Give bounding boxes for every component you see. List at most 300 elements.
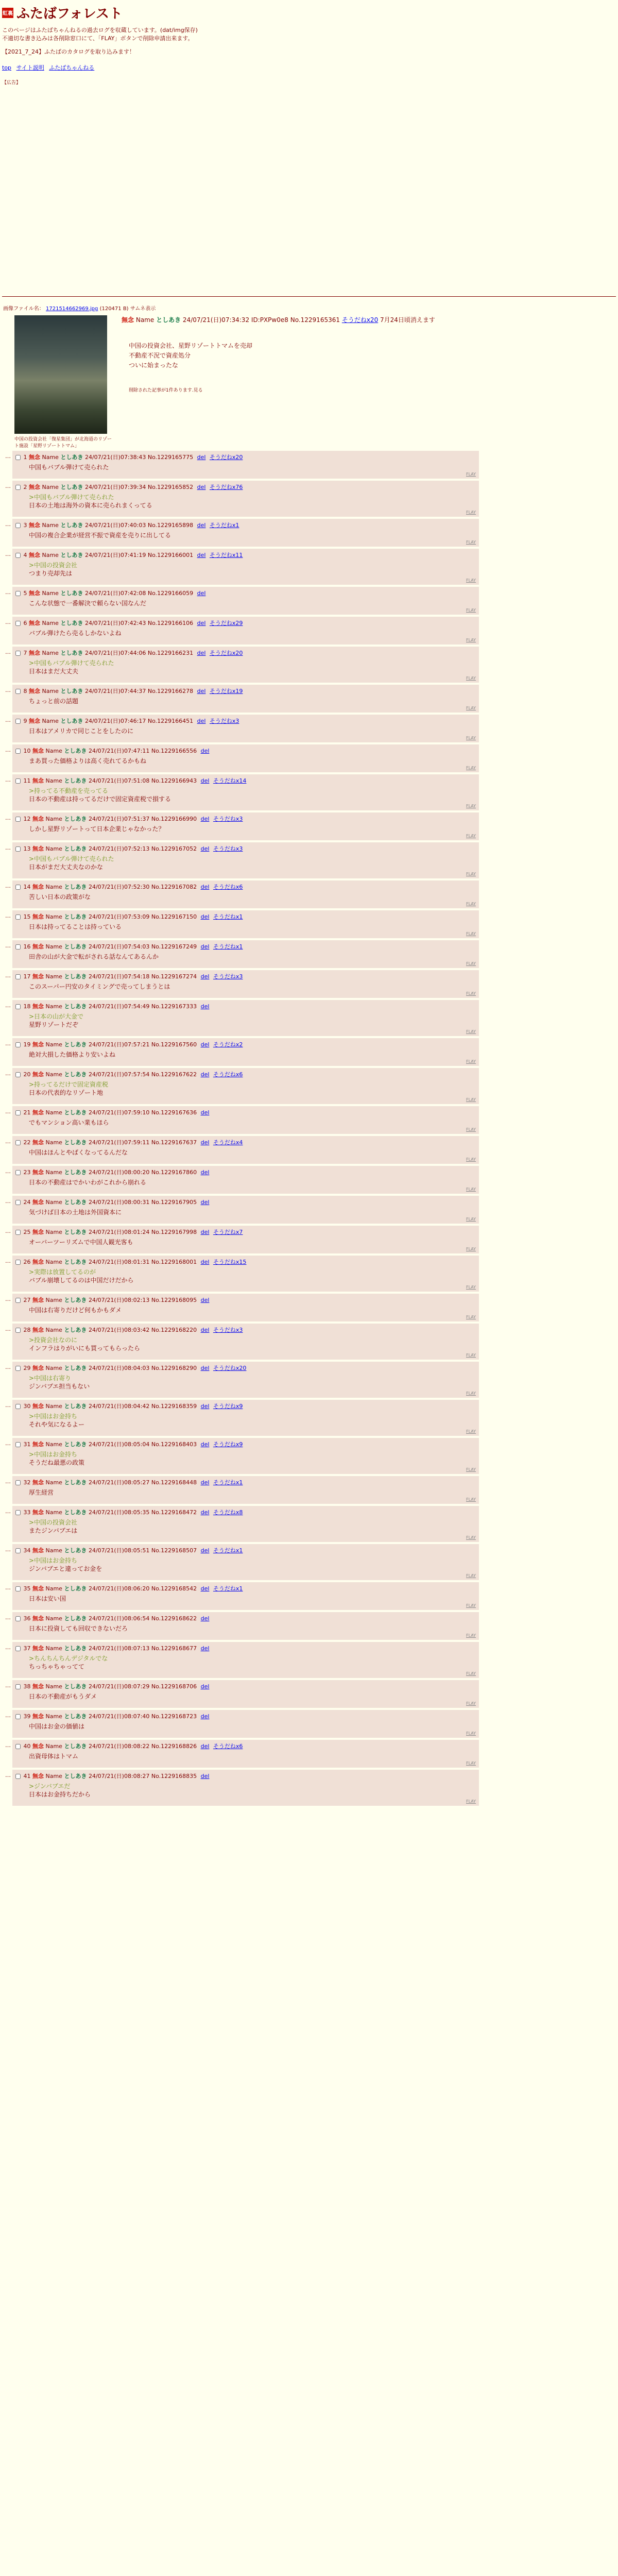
reply-date: 24/07/21(日)07:42:08 [84, 590, 146, 597]
flay-button[interactable]: FLAY [466, 1429, 476, 1434]
reply-row [5, 1544, 479, 1580]
reply-checkbox[interactable] [15, 914, 21, 920]
reply-number: No.1229167560 [151, 1041, 197, 1048]
reply-checkbox[interactable] [15, 1140, 21, 1145]
soudane-button[interactable]: そうだねx7 [213, 1229, 243, 1235]
reply-date: 24/07/21(日)07:41:19 [84, 552, 146, 558]
reply-checkbox[interactable] [15, 1548, 21, 1553]
image-file-link[interactable]: 1721514662969.jpg [46, 306, 98, 312]
del-button[interactable]: del [200, 1743, 210, 1750]
flay-button[interactable]: FLAY [466, 991, 476, 996]
reply-header [15, 942, 476, 951]
reply-checkbox[interactable] [15, 591, 21, 596]
reply-index: 21 [23, 1109, 31, 1116]
reply-name: としあき [64, 884, 87, 890]
reply-header [15, 619, 476, 627]
reply-body [29, 561, 476, 578]
reply-checkbox[interactable] [15, 1298, 21, 1303]
flay-button[interactable]: FLAY [466, 1731, 476, 1736]
soudane-button[interactable]: そうだねx14 [213, 777, 247, 784]
op-image[interactable] [14, 315, 107, 434]
soudane-button[interactable]: そうだねx6 [213, 884, 243, 890]
reply-name: としあき [64, 1713, 87, 1720]
reply-name: としあき [64, 1297, 87, 1303]
soudane-button[interactable]: そうだねx1 [213, 913, 243, 920]
flay-button[interactable]: FLAY [466, 608, 476, 613]
reply-name: としあき [60, 650, 83, 656]
del-button[interactable]: del [200, 748, 210, 754]
soudane-button[interactable]: そうだねx4 [213, 1139, 243, 1146]
reply-checkbox[interactable] [15, 621, 21, 626]
flay-button[interactable]: FLAY [466, 1157, 476, 1162]
reply-indent: … [5, 1138, 11, 1145]
reply-post [12, 1136, 479, 1164]
nav-links [2, 63, 615, 72]
flay-button[interactable]: FLAY [466, 1633, 476, 1638]
del-button[interactable]: del [200, 1003, 210, 1010]
name-label: Name [45, 1615, 62, 1622]
flay-button[interactable]: FLAY [466, 578, 476, 583]
soudane-button[interactable]: そうだねx1 [213, 1479, 243, 1486]
op-note: 削除された記事が1件あります.見る [129, 388, 203, 393]
reply-title: 無念 [32, 884, 44, 890]
del-button[interactable]: del [197, 620, 206, 626]
del-button[interactable]: del [200, 1297, 210, 1303]
reply-checkbox[interactable] [15, 485, 21, 490]
reply-date: 24/07/21(日)07:53:09 [88, 913, 150, 920]
reply-number: No.1229168723 [151, 1713, 197, 1720]
quote-line: >投資会社なのに [29, 1336, 78, 1344]
reply-name: としあき [60, 522, 83, 529]
reply-checkbox[interactable] [15, 944, 21, 950]
reply-checkbox[interactable] [15, 1646, 21, 1651]
reply-indent: … [5, 1108, 11, 1115]
reply-checkbox[interactable] [15, 749, 21, 754]
soudane-button[interactable]: そうだねx1 [213, 1585, 243, 1592]
reply-number: No.1229168677 [151, 1645, 197, 1652]
flay-button[interactable]: FLAY [466, 1029, 476, 1034]
reply-checkbox[interactable] [15, 1110, 21, 1115]
soudane-button[interactable]: そうだねx29 [209, 620, 243, 626]
reply-checkbox[interactable] [15, 1004, 21, 1009]
soudane-button[interactable]: そうだねx1 [209, 522, 239, 529]
reply-post [12, 1068, 479, 1104]
del-button[interactable]: del [197, 522, 206, 529]
soudane-button[interactable]: そうだねx3 [213, 816, 243, 822]
reply-title: 無念 [32, 1199, 44, 1206]
name-label: Name [45, 1229, 62, 1235]
soudane-button[interactable]: そうだねx1 [213, 1547, 243, 1554]
soudane-button[interactable]: そうだねx9 [213, 1441, 243, 1448]
del-button[interactable]: del [200, 1403, 210, 1410]
soudane-button[interactable]: そうだねx20 [209, 650, 243, 656]
reply-header [15, 883, 476, 891]
reply-checkbox[interactable] [15, 1260, 21, 1265]
reply-row [5, 1362, 479, 1398]
del-button[interactable]: del [200, 1109, 210, 1116]
reply-name: としあき [60, 454, 83, 461]
flay-button[interactable]: FLAY [466, 834, 476, 838]
quote-line: >中国はお金持ち [29, 1451, 78, 1458]
del-button[interactable]: del [200, 1615, 210, 1622]
del-button[interactable]: del [200, 1327, 210, 1333]
flay-button[interactable]: FLAY [466, 1761, 476, 1766]
quote-line: >中国はお金持ち [29, 1413, 78, 1420]
reply-title: 無念 [32, 1773, 44, 1780]
reply-title: 無念 [32, 1683, 44, 1690]
reply-title: 無念 [29, 620, 40, 626]
reply-checkbox[interactable] [15, 689, 21, 694]
reply-row [5, 1166, 479, 1194]
reply-title: 無念 [32, 1139, 44, 1146]
reply-row [5, 1642, 479, 1678]
del-button[interactable]: del [200, 1259, 210, 1265]
reply-title: 無念 [32, 1479, 44, 1486]
flay-button[interactable]: FLAY [466, 902, 476, 906]
reply-title: 無念 [32, 1071, 44, 1078]
reply-index: 35 [23, 1585, 31, 1592]
reply-body [29, 1654, 476, 1671]
flay-button[interactable]: FLAY [466, 1353, 476, 1358]
soudane-button[interactable]: そうだねx3 [209, 718, 239, 724]
reply-body [29, 1268, 476, 1284]
reply-checkbox[interactable] [15, 1366, 21, 1371]
reply-title: 無念 [32, 845, 44, 852]
flay-button[interactable]: FLAY [466, 1127, 476, 1132]
reply-number: No.1229167082 [151, 884, 197, 890]
reply-title: 無念 [29, 552, 40, 558]
del-button[interactable]: del [200, 1169, 210, 1176]
name-label: Name [45, 1041, 62, 1048]
del-button[interactable]: del [200, 1365, 210, 1371]
reply-date: 24/07/21(日)07:40:03 [84, 522, 146, 529]
soudane-button[interactable]: そうだねx76 [209, 484, 243, 490]
reply-date: 24/07/21(日)08:02:13 [88, 1297, 150, 1303]
reply-text-line: こんな状態で一番解決で頼らない国なんだ [29, 600, 147, 607]
reply-body [29, 1450, 476, 1467]
reply-indent: … [5, 1296, 11, 1302]
soudane-button[interactable]: そうだねx2 [213, 1041, 243, 1048]
reply-index: 6 [23, 620, 27, 626]
del-button[interactable]: del [200, 1683, 210, 1690]
flay-button[interactable]: FLAY [466, 1187, 476, 1192]
reply-row [5, 1740, 479, 1768]
reply-text-line: またジンバブエは [29, 1527, 78, 1534]
quote-line: >ちんちんちんデジタルでな [29, 1655, 108, 1662]
reply-body [29, 757, 476, 765]
name-label: Name [42, 718, 59, 724]
del-button[interactable]: del [197, 484, 206, 490]
reply-name: としあき [64, 1071, 87, 1078]
reply-indent: … [5, 1440, 11, 1447]
del-button[interactable]: del [200, 973, 210, 980]
reply-indent: … [5, 1712, 11, 1719]
reply-header [15, 815, 476, 823]
reply-index: 17 [23, 973, 31, 980]
reply-name: としあき [64, 1229, 87, 1235]
reply-name: としあき [64, 1585, 87, 1592]
del-button[interactable]: del [200, 1199, 210, 1206]
reply-header [15, 912, 476, 921]
reply-post [12, 1438, 479, 1474]
reply-number: No.1229166451 [147, 718, 194, 724]
reply-index: 14 [23, 884, 31, 890]
soudane-button[interactable]: そうだねx20 [209, 454, 243, 461]
reply-post [12, 1680, 479, 1708]
reply-checkbox[interactable] [15, 1042, 21, 1047]
flay-button[interactable]: FLAY [466, 1573, 476, 1578]
reply-title: 無念 [32, 1403, 44, 1410]
del-button[interactable]: del [200, 943, 210, 950]
reply-index: 31 [23, 1441, 31, 1448]
reply-row [5, 1196, 479, 1224]
del-button[interactable]: del [197, 552, 206, 558]
soudane-button[interactable]: そうだねx3 [213, 845, 243, 852]
reply-name: としあき [60, 552, 83, 558]
reply-checkbox[interactable] [15, 651, 21, 656]
reply-checkbox[interactable] [15, 1200, 21, 1205]
reply-title: 無念 [32, 1041, 44, 1048]
flay-button[interactable]: FLAY [466, 638, 476, 642]
name-label: Name [45, 1773, 62, 1780]
reply-title: 無念 [32, 1297, 44, 1303]
reply-title: 無念 [29, 718, 40, 724]
reply-checkbox[interactable] [15, 1230, 21, 1235]
flay-button[interactable]: FLAY [466, 1497, 476, 1502]
reply-row [5, 1000, 479, 1036]
del-button[interactable]: del [197, 650, 206, 656]
flay-button[interactable]: FLAY [466, 1315, 476, 1319]
reply-body [29, 1012, 476, 1029]
reply-date: 24/07/21(日)07:46:17 [84, 718, 146, 724]
reply-checkbox[interactable] [15, 974, 21, 979]
reply-indent: … [5, 1198, 11, 1205]
reply-number: No.1229166106 [147, 620, 194, 626]
del-button[interactable]: del [200, 1229, 210, 1235]
reply-checkbox[interactable] [15, 1510, 21, 1515]
reply-header [15, 1402, 476, 1410]
name-label: Name [42, 522, 59, 529]
soudane-button[interactable]: そうだねx15 [213, 1259, 247, 1265]
del-button[interactable]: del [197, 454, 206, 461]
reply-checkbox[interactable] [15, 1170, 21, 1175]
reply-name: としあき [64, 1169, 87, 1176]
reply-post [12, 481, 479, 517]
reply-date: 24/07/21(日)07:44:06 [84, 650, 146, 656]
nav-top-link[interactable]: top [2, 64, 12, 71]
reply-name: としあき [64, 1683, 87, 1690]
reply-header [15, 1002, 476, 1010]
del-button[interactable]: del [200, 1441, 210, 1448]
reply-name: としあき [64, 1615, 87, 1622]
reply-row [5, 1038, 479, 1066]
name-label: Name [45, 1139, 62, 1146]
soudane-button[interactable]: そうだねx1 [213, 943, 243, 950]
del-button[interactable]: del [200, 1713, 210, 1720]
flay-button[interactable]: FLAY [466, 1467, 476, 1472]
name-label: Name [45, 1003, 62, 1010]
reply-title: 無念 [32, 816, 44, 822]
name-label: Name [45, 973, 62, 980]
reply-body [29, 1374, 476, 1391]
del-button[interactable]: del [200, 884, 210, 890]
reply-checkbox[interactable] [15, 719, 21, 724]
del-button[interactable]: del [200, 777, 210, 784]
del-button[interactable]: del [200, 1139, 210, 1146]
reply-row [5, 1400, 479, 1436]
del-button[interactable]: del [200, 1773, 210, 1780]
reply-date: 24/07/21(日)07:52:30 [88, 884, 150, 890]
del-button[interactable]: del [200, 913, 210, 920]
reply-checkbox[interactable] [15, 1616, 21, 1621]
flay-button[interactable]: FLAY [466, 706, 476, 710]
del-button[interactable]: del [197, 688, 206, 694]
flay-button[interactable]: FLAY [466, 1097, 476, 1102]
nav-about-link[interactable]: サイト説明 [16, 64, 44, 71]
soudane-button[interactable]: そうだねx20 [341, 316, 379, 324]
flay-button[interactable]: FLAY [466, 1391, 476, 1396]
flay-button[interactable]: FLAY [466, 1603, 476, 1608]
reply-body [29, 1208, 476, 1216]
reply-checkbox[interactable] [15, 455, 21, 460]
flay-button[interactable]: FLAY [466, 1217, 476, 1222]
reply-body [29, 493, 476, 510]
flay-button[interactable]: FLAY [466, 676, 476, 681]
del-button[interactable]: del [200, 845, 210, 852]
reply-row [5, 1324, 479, 1360]
flay-button[interactable]: FLAY [466, 1671, 476, 1676]
reply-checkbox[interactable] [15, 1744, 21, 1749]
reply-checkbox[interactable] [15, 1442, 21, 1447]
del-button[interactable]: del [200, 1509, 210, 1516]
del-button[interactable]: del [200, 1585, 210, 1592]
reply-index: 33 [23, 1509, 31, 1516]
flay-button[interactable]: FLAY [466, 872, 476, 876]
reply-checkbox[interactable] [15, 553, 21, 558]
flay-button[interactable]: FLAY [466, 931, 476, 936]
reply-checkbox[interactable] [15, 1774, 21, 1779]
name-label: Name [45, 1297, 62, 1303]
reply-checkbox[interactable] [15, 778, 21, 784]
soudane-button[interactable]: そうだねx8 [213, 1509, 243, 1516]
soudane-button[interactable]: そうだねx11 [209, 552, 243, 558]
name-label: Name [45, 1743, 62, 1750]
del-button[interactable]: del [200, 1071, 210, 1078]
soudane-button[interactable]: そうだねx6 [213, 1071, 243, 1078]
reply-title: 無念 [32, 1169, 44, 1176]
flay-button[interactable]: FLAY [466, 540, 476, 545]
reply-number: No.1229168095 [151, 1297, 197, 1303]
reply-checkbox[interactable] [15, 817, 21, 822]
reply-post [12, 842, 479, 878]
name-label: Name [45, 1199, 62, 1206]
reply-number: No.1229165775 [147, 454, 194, 461]
reply-checkbox[interactable] [15, 1480, 21, 1485]
reply-row [5, 1068, 479, 1104]
reply-checkbox[interactable] [15, 1404, 21, 1409]
flay-button[interactable]: FLAY [466, 804, 476, 808]
reply-checkbox[interactable] [15, 846, 21, 852]
reply-header [15, 1228, 476, 1236]
reply-header [15, 1584, 476, 1592]
reply-index: 24 [23, 1199, 31, 1206]
soudane-button[interactable]: そうだねx6 [213, 1743, 243, 1750]
reply-header [15, 1546, 476, 1554]
flay-button[interactable]: FLAY [466, 1285, 476, 1290]
reply-body [29, 1336, 476, 1352]
del-button[interactable]: del [200, 1645, 210, 1652]
reply-row [5, 685, 479, 713]
flay-button[interactable]: FLAY [466, 510, 476, 515]
flay-button[interactable]: FLAY [466, 1247, 476, 1251]
reply-index: 8 [23, 688, 27, 694]
del-button[interactable]: del [200, 1547, 210, 1554]
reply-text-line: このスーパー円安のタイミングで売ってしまうとは [29, 983, 170, 990]
del-button[interactable]: del [200, 1041, 210, 1048]
flay-button[interactable]: FLAY [466, 472, 476, 477]
soudane-button[interactable]: そうだねx20 [213, 1365, 247, 1371]
reply-date: 24/07/21(日)08:05:27 [88, 1479, 150, 1486]
soudane-button[interactable]: そうだねx3 [213, 973, 243, 980]
reply-index: 39 [23, 1713, 31, 1720]
reply-checkbox[interactable] [15, 885, 21, 890]
flay-button[interactable]: FLAY [466, 961, 476, 966]
soudane-button[interactable]: そうだねx19 [209, 688, 243, 694]
flay-button[interactable]: FLAY [466, 766, 476, 770]
flay-button[interactable]: FLAY [466, 1799, 476, 1804]
reply-header [15, 747, 476, 755]
name-label: Name [45, 1683, 62, 1690]
del-button[interactable]: del [200, 1479, 210, 1486]
reply-header [15, 589, 476, 597]
soudane-button[interactable]: そうだねx3 [213, 1327, 243, 1333]
site-logo[interactable] [2, 3, 615, 22]
notice-line: 【2021_7_24】ふたばのカタログを取り込みます！ [2, 48, 135, 55]
nav-futaba-link[interactable]: ふたばちゃんねる [49, 64, 95, 71]
reply-indent: … [5, 521, 11, 528]
reply-text-line: しかし星野リゾートって日本企業じゃなかった？ [29, 825, 165, 833]
flay-button[interactable]: FLAY [466, 1701, 476, 1706]
reply-checkbox[interactable] [15, 1684, 21, 1689]
soudane-button[interactable]: そうだねx9 [213, 1403, 243, 1410]
reply-checkbox[interactable] [15, 1072, 21, 1077]
reply-post [12, 1106, 479, 1134]
reply-checkbox[interactable] [15, 1586, 21, 1591]
divider [2, 296, 616, 297]
reply-indent: … [5, 687, 11, 693]
site-header [2, 3, 615, 86]
flay-button[interactable]: FLAY [466, 1535, 476, 1540]
reply-post [12, 1506, 479, 1542]
reply-checkbox[interactable] [15, 1328, 21, 1333]
reply-title: 無念 [32, 1229, 44, 1235]
reply-checkbox[interactable] [15, 523, 21, 528]
reply-date: 24/07/21(日)07:51:08 [88, 777, 150, 784]
reply-checkbox[interactable] [15, 1714, 21, 1719]
reply-row [5, 1294, 479, 1321]
flay-button[interactable]: FLAY [466, 1059, 476, 1064]
del-button[interactable]: del [197, 590, 206, 597]
reply-number: No.1229167905 [151, 1199, 197, 1206]
del-button[interactable]: del [197, 718, 206, 724]
reply-row [5, 647, 479, 683]
reply-row [5, 970, 479, 998]
flay-button[interactable]: FLAY [466, 736, 476, 740]
reply-number: No.1229166278 [147, 688, 194, 694]
reply-title: 無念 [32, 1365, 44, 1371]
del-button[interactable]: del [200, 816, 210, 822]
reply-text-line: ちっちゃちゃってて [29, 1663, 85, 1670]
